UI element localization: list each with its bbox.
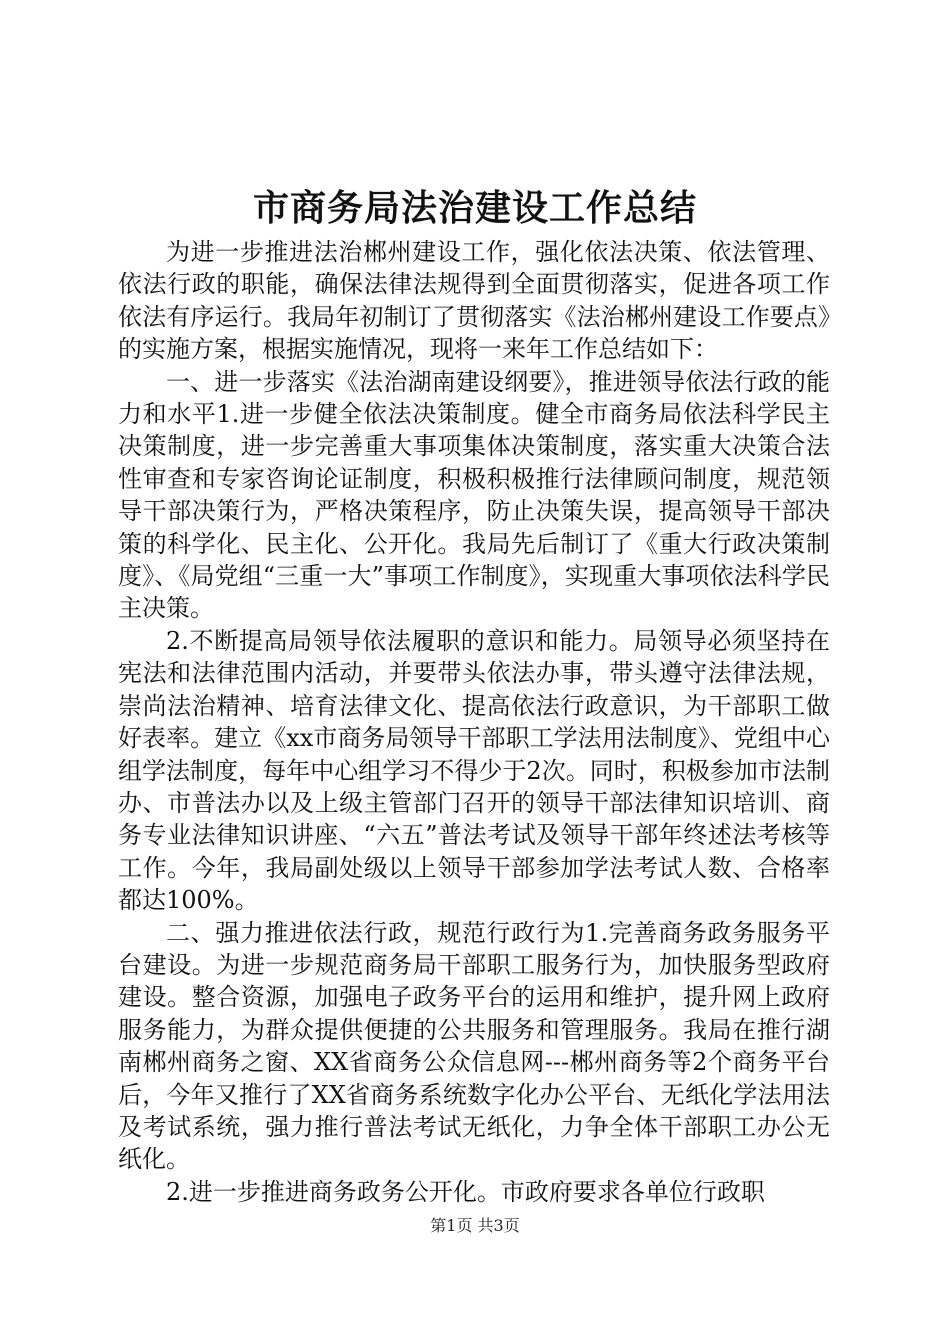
body-paragraph-intro: 为进一步推进法治郴州建设工作，强化依法决策、依法管理、依法行政的职能，确保法律法规得到全面贯彻落实，促进各项工作依法有序运行。我局年初制订了贯彻落实《法治郴州建设工作要点》的实施方案，根据实施情况，现将一来年工作总结如下： xyxy=(118,238,830,364)
body-paragraph-section-1: 一、进一步落实《法治湖南建设纲要》，推进领导依法行政的能力和水平1.进一步健全依法决策制度。健全市商务局依法科学民主决策制度，进一步完善重大事项集体决策制度，落实重大决策合法性审查和专家咨询论证制度，积极积极推行法律顾问制度，规范领导干部决策行为，严格决策程序，防止决策失误，提高领导干部决策的科学化、民主化、公开化。我局先后制订了《重大行政决策制度》、《局党组“三重一大”事项工作制度》，实现重大事项依法科学民主决策。 xyxy=(118,367,830,623)
body-paragraph-item-2: 2.不断提高局领导依法履职的意识和能力。局领导必须坚持在宪法和法律范围内活动，并要带头依法办事，带头遵守法律法规，崇尚法治精神、培育法律文化、提高依法行政意识，为干部职工做好表率。建立《xx市商务局领导干部职工学法用法制度》、党组中心组学法制度，每年中心组学习不得少于2次。同时，积极参加市法制办、市普法办以及上级主管部门召开的领导干部法律知识培训、商务专业法律知识讲座、“六五”普法考试及领导干部年终述法考核等工作。今年，我局副处级以上领导干部参加学法考试人数、合格率都达100%。 xyxy=(118,626,830,915)
body-paragraph-item-2b: 2.进一步推进商务政务公开化。市政府要求各单位行政职 xyxy=(166,1177,765,1206)
document-title: 市商务局法治建设工作总结 xyxy=(252,187,697,229)
document-body xyxy=(118,236,830,1208)
page-footer: 第1页 共3页 xyxy=(430,1216,520,1235)
body-paragraph-section-2: 二、强力推进依法行政，规范行政行为1.完善商务政务服务平台建设。为进一步规范商务局干部职工服务行为，加快服务型政府建设。整合资源，加强电子政务平台的运用和维护，提升网上政府服务能力，为群众提供便捷的公共服务和管理服务。我局在推行湖南郴州商务之窗、XX省商务公众信息网---郴州商务等2个商务平台后，今年又推行了XX省商务系统数字化办公平台、无纸化学法用法及考试系统，强力推行普法考试无纸化，力争全体干部职工办公无纸化。 xyxy=(118,918,830,1174)
